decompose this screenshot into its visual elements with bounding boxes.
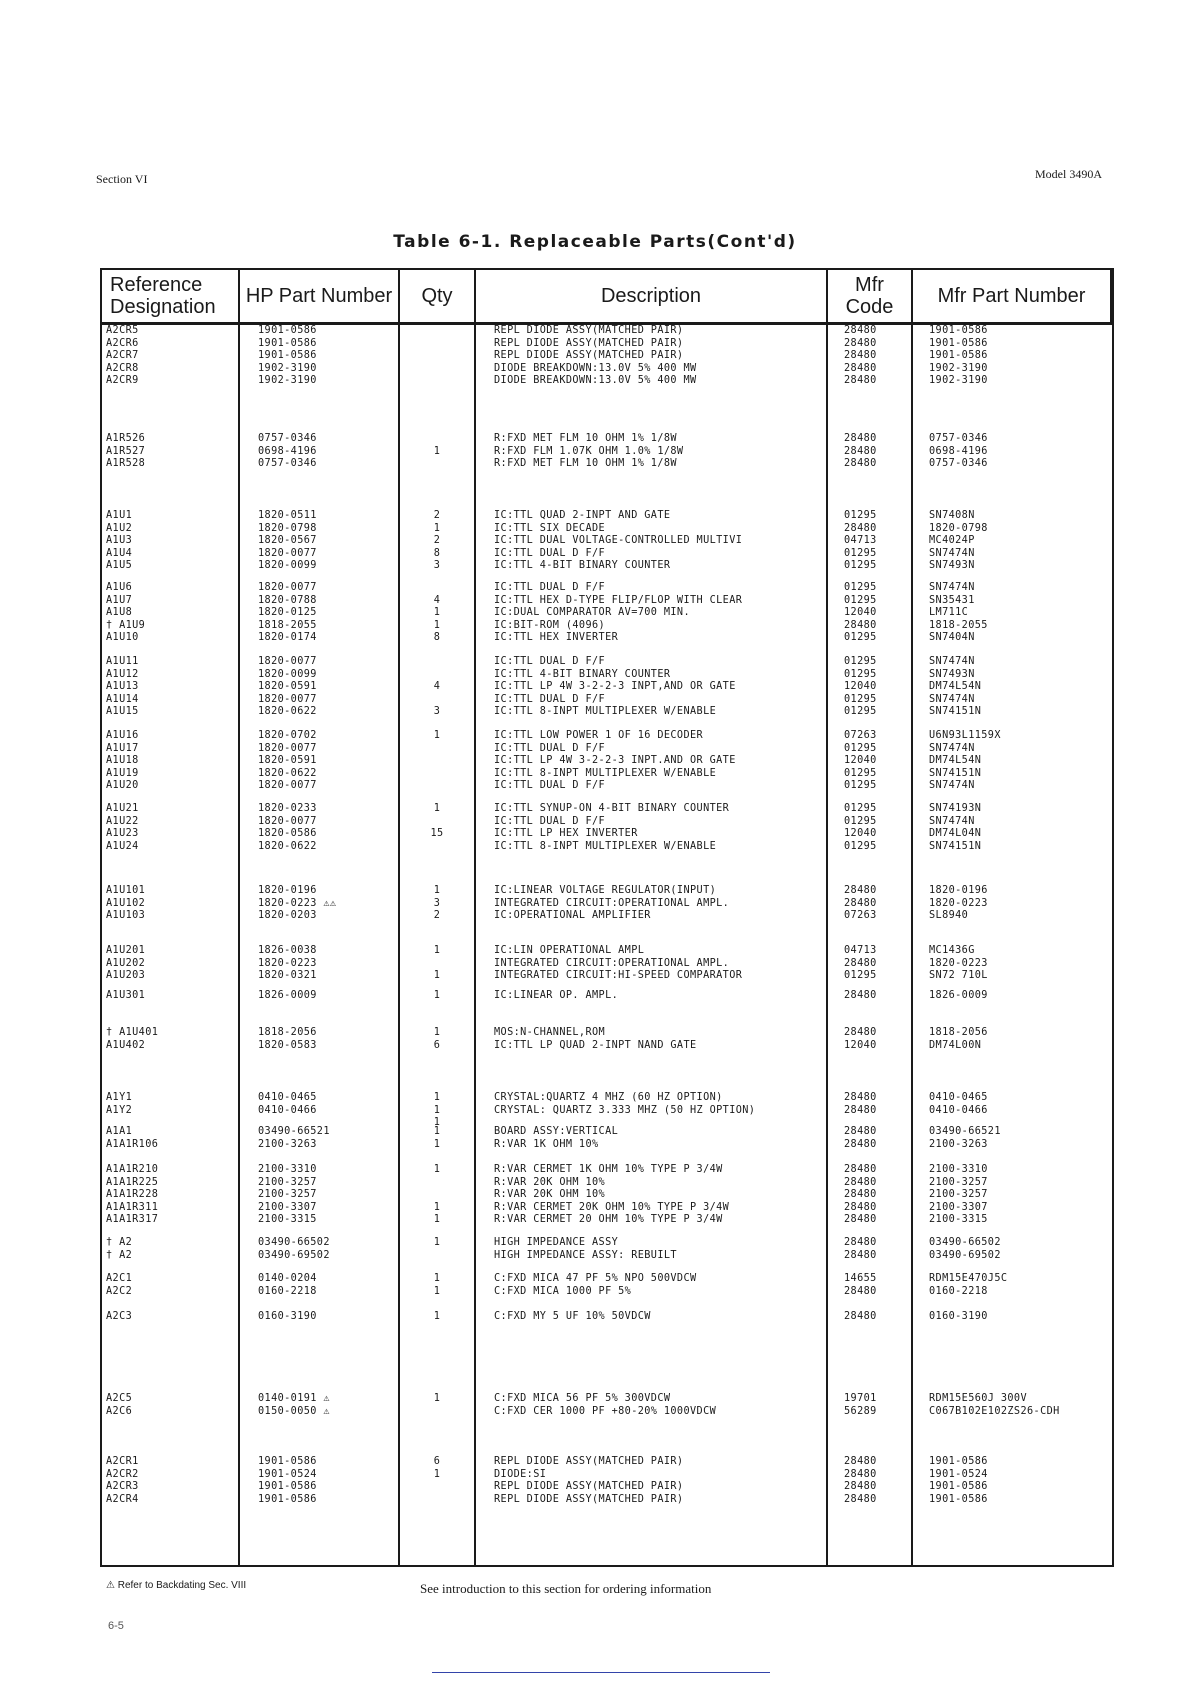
part-number-cell: 1826-0009 [258,990,317,1001]
ref-cell: † A2 † A2 [106,1237,133,1261]
qty-cell: 1 1 [433,945,441,982]
mfr-part-cell: U6N93L1159X SN7474N DM74L54N SN74151N SN7474N [929,730,1001,792]
ref-cell: A2C1 A2C2 [106,1273,133,1297]
mfr-code-cell: 01295 01295 12040 01295 [844,803,877,852]
qty-cell: 1 [433,990,441,1001]
qty-cell: 4 3 [433,681,441,718]
mfr-code-cell: 07263 01295 12040 01295 01295 [844,730,877,792]
header-mfr-code: Mfr Code [828,270,913,325]
mfr-code-cell: 28480 [844,990,877,1001]
description-cell: IC:LIN OPERATIONAL AMPL INTEGRATED CIRCUIT:OPERATIONAL AMPL. INTEGRATED CIRCUIT:HI-SPEED COMPARATOR [494,945,743,982]
qty-cell: 1 [433,1311,441,1322]
part-number-cell: 1820-0077 1820-0099 1820-0591 1820-0077 1820-0622 [258,656,317,718]
part-number-cell: 0757-0346 0698-4196 0757-0346 [258,433,317,470]
scan-edge-line [432,1672,770,1673]
mfr-part-cell: MC1436G 1820-0223 SN72 710L [929,945,988,982]
mfr-code-cell: 19701 56289 [844,1393,877,1417]
column-mfr-code [828,325,913,1565]
mfr-part-cell: RDM15E560J 300V C067B102E102ZS26-CDH [929,1393,1060,1417]
ref-cell: A2CR5 A2CR6 A2CR7 A2CR8 A2CR9 [106,325,139,387]
mfr-part-cell: 1820-0196 1820-0223 SL8940 [929,885,988,922]
mfr-part-cell: 0410-0465 0410-0466 [929,1092,988,1116]
qty-cell: 1 3 2 [433,885,441,922]
part-number-cell: 1820-0196 1820-0223 ⚠⚠ 1820-0203 [258,885,337,922]
ref-cell: A2CR1 A2CR2 A2CR3 A2CR4 [106,1456,139,1505]
ref-cell: A1U301 [106,990,146,1001]
ref-cell: A1U11 A1U12 A1U13 A1U14 A1U15 [106,656,139,718]
mfr-code-cell: 28480 28480 07263 [844,885,877,922]
mfr-code-cell: 28480 28480 [844,1092,877,1116]
header-hp-part: HP Part Number [240,270,400,325]
ref-cell: † A1U401 A1U402 [106,1027,159,1051]
column-qty [400,325,476,1565]
qty-cell: 1 [433,730,441,741]
mfr-code-cell: 01295 01295 12040 28480 01295 [844,582,877,644]
ordering-note: See introduction to this section for ordering information [420,1581,712,1596]
mfr-part-cell: 03490-66521 2100-3263 [929,1126,1001,1150]
part-number-cell: 1820-0702 1820-0077 1820-0591 1820-0622 1820-0077 [258,730,317,792]
part-number-cell: 0160-3190 [258,1311,317,1322]
mfr-part-cell: SN74193N SN7474N DM74L04N SN74151N [929,803,982,852]
mfr-part-cell: 03490-66502 03490-69502 [929,1237,1001,1261]
qty-cell: 1 [433,1393,441,1404]
description-cell: IC:TTL SYNUP-ON 4-BIT BINARY COUNTER IC:TTL DUAL D F/F IC:TTL LP HEX INVERTER IC:TTL 8-INPT MULTIPLEXER W/ENABLE [494,803,730,852]
description-cell: MOS:N-CHANNEL,ROM IC:TTL LP QUAD 2-INPT NAND GATE [494,1027,697,1051]
ref-cell: A1U21 A1U22 A1U23 A1U24 [106,803,139,852]
ref-cell: A1U1 A1U2 A1U3 A1U4 A1U5 [106,510,133,572]
ref-cell: A1A1 A1A1R106 [106,1126,159,1150]
description-cell: C:FXD MICA 47 PF 5% NPO 500VDCW C:FXD MICA 1000 PF 5% [494,1273,697,1297]
page-number: 6-5 [108,1620,124,1632]
part-number-cell: 0410-0465 0410-0466 [258,1092,317,1116]
qty-cell: 1 1 [433,1126,441,1150]
qty-cell: 1 1 1 [433,1164,441,1226]
mfr-part-cell: RDM15E470J5C 0160-2218 [929,1273,1008,1297]
part-number-cell: 1826-0038 1820-0223 1820-0321 [258,945,317,982]
column-hp-part [240,325,400,1565]
qty-cell: 1 [433,445,441,457]
mfr-code-cell: 28480 28480 28480 28480 28480 [844,325,877,387]
mfr-code-cell: 28480 28480 [844,1237,877,1261]
part-number-cell: 2100-3310 2100-3257 2100-3257 2100-3307 2100-3315 [258,1164,317,1226]
part-number-cell: 1818-2056 1820-0583 [258,1027,317,1051]
description-cell: CRYSTAL:QUARTZ 4 MHZ (60 HZ OPTION) CRYSTAL: QUARTZ 3.333 MHZ (50 HZ OPTION) [494,1092,756,1116]
qty-cell: 1 1 1 [433,1092,441,1129]
mfr-code-cell: 28480 [844,1311,877,1322]
description-cell: IC:TTL QUAD 2-INPT AND GATE IC:TTL SIX DECADE IC:TTL DUAL VOLTAGE-CONTROLLED MULTIVI IC:TTL DUAL D F/F IC:TTL 4-BIT BINARY COUNTER [494,510,743,572]
qty-cell: 1 15 [430,803,444,840]
mfr-code-cell: 28480 28480 28480 28480 28480 [844,1164,877,1226]
part-number-cell: 1901-0586 1901-0524 1901-0586 1901-0586 [258,1456,317,1505]
description-cell: BOARD ASSY:VERTICAL R:VAR 1K OHM 10% [494,1126,619,1150]
ref-cell: A2C3 [106,1311,133,1322]
description-cell: HIGH IMPEDANCE ASSY HIGH IMPEDANCE ASSY: REBUILT [494,1237,677,1261]
part-number-cell: 0140-0204 0160-2218 [258,1273,317,1297]
mfr-code-cell: 28480 28480 [844,1126,877,1150]
mfr-code-cell: 28480 28480 28480 28480 [844,1456,877,1505]
mfr-code-cell: 01295 28480 04713 01295 01295 [844,510,877,572]
description-cell: REPL DIODE ASSY(MATCHED PAIR) DIODE:SI REPL DIODE ASSY(MATCHED PAIR) REPL DIODE ASSY(MATCHED PAIR) [494,1456,684,1505]
mfr-part-cell: 2100-3310 2100-3257 2100-3257 2100-3307 2100-3315 [929,1164,988,1226]
description-cell: IC:TTL DUAL D F/F IC:TTL 4-BIT BINARY COUNTER IC:TTL LP 4W 3-2-2-3 INPT,AND OR GATE IC:TTL DUAL D F/F IC:TTL 8-INPT MULTIPLEXER W/ENABLE [494,656,736,718]
qty-cell: 1 1 [433,1273,441,1297]
header-mfr-part: Mfr Part Number [913,270,1112,325]
qty-cell: 1 6 [433,1027,441,1051]
mfr-code-cell: 28480 12040 [844,1027,877,1051]
description-cell: C:FXD MY 5 UF 10% 50VDCW [494,1311,651,1322]
description-cell: REPL DIODE ASSY(MATCHED PAIR) REPL DIODE ASSY(MATCHED PAIR) REPL DIODE ASSY(MATCHED PAIR) DIODE BREAKDOWN:13.0V 5% 400 MW DIODE BREAKDOWN:13.0V 5% 400 MW [494,325,697,387]
part-number-cell: 1820-0233 1820-0077 1820-0586 1820-0622 [258,803,317,852]
column-description [476,325,828,1565]
qty-cell: 6 1 [433,1456,441,1480]
ref-cell: A1U201 A1U202 A1U203 [106,945,146,982]
ref-cell: A1U6 A1U7 A1U8 † A1U9 A1U10 [106,582,146,644]
header-qty: Qty [400,270,476,325]
header-reference: Reference Designation [102,270,240,325]
qty-cell: 1 [433,1237,441,1248]
column-reference [102,325,240,1565]
mfr-part-cell: 1818-2056 DM74L00N [929,1027,988,1051]
qty-cell: 2 1 2 8 3 [433,510,441,572]
ref-cell: A1A1R210 A1A1R225 A1A1R228 A1A1R311 A1A1R317 [106,1164,159,1226]
model-label: Model 3490A [1035,167,1102,181]
mfr-part-cell: 1826-0009 [929,990,988,1001]
mfr-code-cell: 14655 28480 [844,1273,877,1297]
ref-cell: A1U101 A1U102 A1U103 [106,885,146,922]
mfr-part-cell: 0160-3190 [929,1311,988,1322]
table-title: Table 6-1. Replaceable Parts(Cont'd) [393,232,797,252]
ref-cell: A1U16 A1U17 A1U18 A1U19 A1U20 [106,730,139,792]
part-number-cell: 1901-0586 1901-0586 1901-0586 1902-3190 1902-3190 [258,325,317,387]
mfr-code-cell: 04713 28480 01295 [844,945,877,982]
section-label: Section VI [96,172,148,186]
column-mfr-part [913,325,1112,1565]
mfr-part-cell: SN7408N 1820-0798 MC4024P SN7474N SN7493N [929,510,988,572]
mfr-part-cell: SN7474N SN7493N DM74L54N SN7474N SN74151N [929,656,982,718]
description-cell: IC:TTL DUAL D F/F IC:TTL HEX D-TYPE FLIP/FLOP WITH CLEAR IC:DUAL COMPARATOR AV=700 MIN. IC:BIT-ROM (4096) IC:TTL HEX INVERTER [494,582,743,644]
description-cell: R:FXD MET FLM 10 OHM 1% 1/8W R:FXD FLM 1.07K OHM 1.0% 1/8W R:FXD MET FLM 10 OHM 1% 1/8W [494,433,684,470]
mfr-part-cell: 1901-0586 1901-0586 1901-0586 1902-3190 1902-3190 [929,325,988,387]
backdating-footnote: ⚠ Refer to Backdating Sec. VIII [106,1580,247,1591]
part-number-cell: 0140-0191 ⚠ 0150-0050 ⚠ [258,1393,330,1417]
description-cell: R:VAR CERMET 1K OHM 10% TYPE P 3/4W R:VAR 20K OHM 10% R:VAR 20K OHM 10% R:VAR CERMET 20K OHM 10% TYPE P 3/4W R:VAR CERMET 20 OHM 10% TYPE P 3/4W [494,1164,730,1226]
mfr-code-cell: 28480 28480 28480 [844,433,877,470]
description-cell: IC:TTL LOW POWER 1 OF 16 DECODER IC:TTL DUAL D F/F IC:TTL LP 4W 3-2-2-3 INPT.AND OR GATE IC:TTL 8-INPT MULTIPLEXER W/ENABLE IC:TTL DUAL D F/F [494,730,736,792]
parts-table [100,268,1114,1567]
part-number-cell: 03490-66502 03490-69502 [258,1237,330,1261]
qty-cell: 4 1 1 8 [433,594,441,644]
mfr-part-cell: SN7474N SN35431 LM711C 1818-2055 SN7404N [929,582,988,644]
qty-cell [400,325,474,375]
description-cell: C:FXD MICA 56 PF 5% 300VDCW C:FXD CER 1000 PF +80-20% 1000VDCW [494,1393,717,1417]
mfr-part-cell: 1901-0586 1901-0524 1901-0586 1901-0586 [929,1456,988,1505]
ref-cell: A1R526 A1R527 A1R528 [106,433,146,470]
part-number-cell: 1820-0077 1820-0788 1820-0125 1818-2055 1820-0174 [258,582,317,644]
part-number-cell: 03490-66521 2100-3263 [258,1126,330,1150]
ref-cell: A2C5 A2C6 [106,1393,133,1417]
mfr-code-cell: 01295 01295 12040 01295 01295 [844,656,877,718]
header-description: Description [476,270,828,325]
part-number-cell: 1820-0511 1820-0798 1820-0567 1820-0077 1820-0099 [258,510,317,572]
mfr-part-cell: 0757-0346 0698-4196 0757-0346 [929,433,988,470]
ref-cell: A1Y1 A1Y2 [106,1092,133,1116]
description-cell: IC:LINEAR VOLTAGE REGULATOR(INPUT) INTEGRATED CIRCUIT:OPERATIONAL AMPL. IC:OPERATIONAL AMPLIFIER [494,885,730,922]
description-cell: IC:LINEAR OP. AMPL. [494,990,619,1001]
